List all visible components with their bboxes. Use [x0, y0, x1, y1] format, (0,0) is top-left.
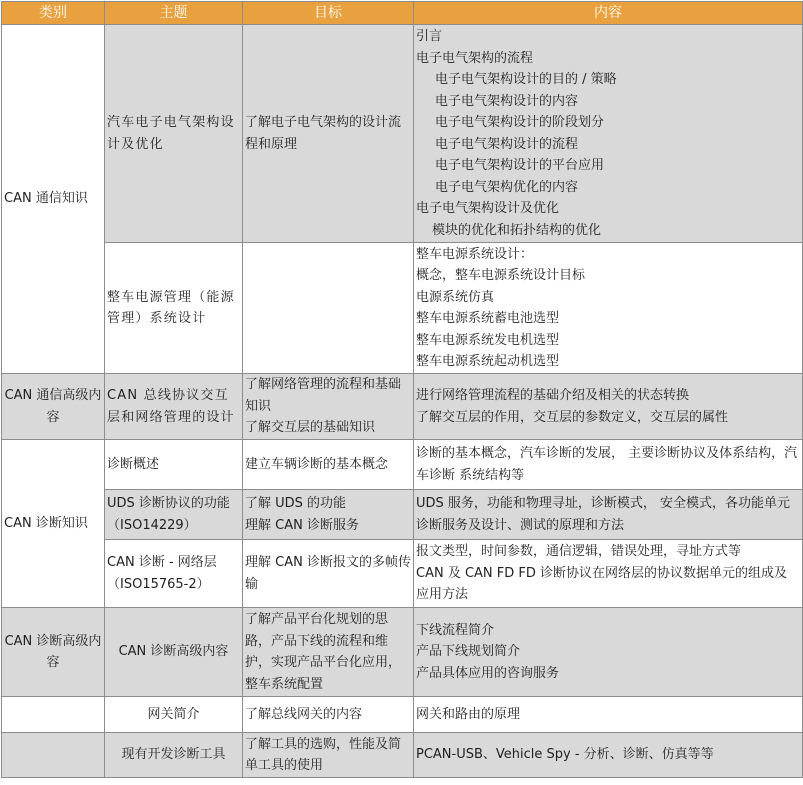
content-line: 下线流程简介 — [416, 622, 495, 638]
table-row — [2, 697, 803, 733]
content-line: 电子电气架构设计的平台应用 — [435, 158, 605, 173]
goal-line: 理解 CAN 诊断服务 — [245, 517, 359, 533]
category-cell-empty — [2, 733, 105, 778]
category-cell: CAN 诊断高级内容 — [2, 608, 105, 697]
topic-cell: CAN 诊断 - 网络层（ISO15765-2） — [105, 540, 243, 608]
content-line: 产品具体应用的咨询服务 — [416, 665, 560, 681]
content-line: 概念，整车电源系统设计目标 — [416, 268, 586, 283]
content-cell: 诊断的基本概念，汽车诊断的发展， 主要诊断协议及体系结构，汽车诊断 系统结构等 — [414, 440, 803, 490]
goal-cell: 了解工具的选购，性能及简单工具的使用 — [243, 733, 414, 778]
category-cell: CAN 通信高级内容 — [2, 374, 105, 440]
content-line: 电源系统仿真 — [416, 289, 495, 305]
category-cell: CAN 通信知识 — [2, 25, 105, 374]
header-row — [2, 2, 803, 25]
category-cell: CAN 诊断知识 — [2, 440, 105, 608]
table-row — [2, 440, 803, 490]
header-category: 类别 — [2, 2, 105, 25]
content-line: 电子电气架构设计的阶段划分 — [435, 115, 605, 130]
content-line: 整车电源系统发电机选型 — [416, 332, 560, 348]
content-line: 电子电气架构设计的目的 / 策略 — [435, 72, 617, 87]
content-line: 电子电气架构优化的内容 — [435, 179, 579, 195]
goal-cell: 了解总线网关的内容 — [243, 697, 414, 733]
topic-cell: 网关简介 — [105, 697, 243, 733]
content-line: 引言 — [416, 29, 443, 44]
content-line: 电子电气架构的流程 — [416, 50, 534, 66]
content-line: 模块的优化和拓扑结构的优化 — [432, 222, 602, 238]
content-cell — [414, 374, 803, 440]
content-line: 进行网络管理流程的基础介绍及相关的状态转换 — [416, 388, 690, 403]
content-cell — [414, 608, 803, 697]
content-line: 电子电气架构设计的流程 — [435, 136, 579, 152]
header-goal: 目标 — [243, 2, 414, 25]
topic-cell: 现有开发诊断工具 — [105, 733, 243, 778]
topic-cell: 整车电源管理（能源管理）系统设计 — [105, 243, 243, 374]
content-line: 整车电源系统蓄电池选型 — [416, 311, 560, 326]
content-line: 电子电气架构设计的内容 — [435, 93, 579, 109]
header-content: 内容 — [414, 2, 803, 25]
goal-cell — [243, 374, 414, 440]
topic-cell: UDS 诊断协议的功能（ISO14229） — [105, 490, 243, 540]
content-cell — [414, 540, 803, 608]
table-row — [2, 608, 803, 697]
content-line: 整车电源系统起动机选型 — [416, 354, 560, 369]
content-line: 产品下线规划简介 — [416, 644, 521, 660]
goal-line: 了解交互层的基础知识 — [245, 420, 376, 436]
content-line: 整车电源系统设计： — [416, 246, 534, 262]
goal-cell — [243, 243, 414, 374]
goal-line: 了解网络管理的流程和基础知识 — [245, 377, 402, 414]
course-table — [1, 1, 803, 778]
table-row — [2, 733, 803, 778]
topic-cell: CAN 诊断高级内容 — [105, 608, 243, 697]
goal-cell: 理解 CAN 诊断报文的多帧传输 — [243, 540, 414, 608]
content-line: 报文类型，时间参数，通信逻辑，错误处理，寻址方式等 — [416, 544, 742, 560]
content-line: 了解交互层的作用，交互层的参数定义，交互层的属性 — [416, 409, 729, 425]
table-row — [2, 243, 803, 374]
content-line: 电子电气架构设计及优化 — [416, 201, 560, 216]
content-cell: 网关和路由的原理 — [414, 697, 803, 733]
content-cell — [414, 25, 803, 243]
table-row — [2, 540, 803, 608]
category-cell-empty — [2, 697, 105, 733]
goal-line: 了解 UDS 的功能 — [245, 496, 347, 511]
content-cell: PCAN-USB、Vehicle Spy - 分析、诊断、仿真等等 — [414, 733, 803, 778]
content-line: CAN 及 CAN FD FD 诊断协议在网络层的协议数据单元的组成及应用方法 — [416, 565, 788, 603]
goal-cell: 建立车辆诊断的基本概念 — [243, 440, 414, 490]
table-row — [2, 25, 803, 243]
content-cell — [414, 243, 803, 374]
topic-cell: 诊断概述 — [105, 440, 243, 490]
table-row — [2, 490, 803, 540]
topic-cell: 汽车电子电气架构设计及优化 — [105, 25, 243, 243]
header-topic: 主题 — [105, 2, 243, 25]
goal-cell: 了解产品平台化规划的思路，产品下线的流程和维护，实现产品平台化应用，整车系统配置 — [243, 608, 414, 697]
topic-cell: CAN 总线协议交互层和网络管理的设计 — [105, 374, 243, 440]
content-cell: UDS 服务，功能和物理寻址，诊断模式， 安全模式，各功能单元诊断服务及设计、测试的原理和方法 — [414, 490, 803, 540]
table-row — [2, 374, 803, 440]
goal-cell — [243, 490, 414, 540]
goal-cell: 了解电子电气架构的设计流程和原理 — [243, 25, 414, 243]
